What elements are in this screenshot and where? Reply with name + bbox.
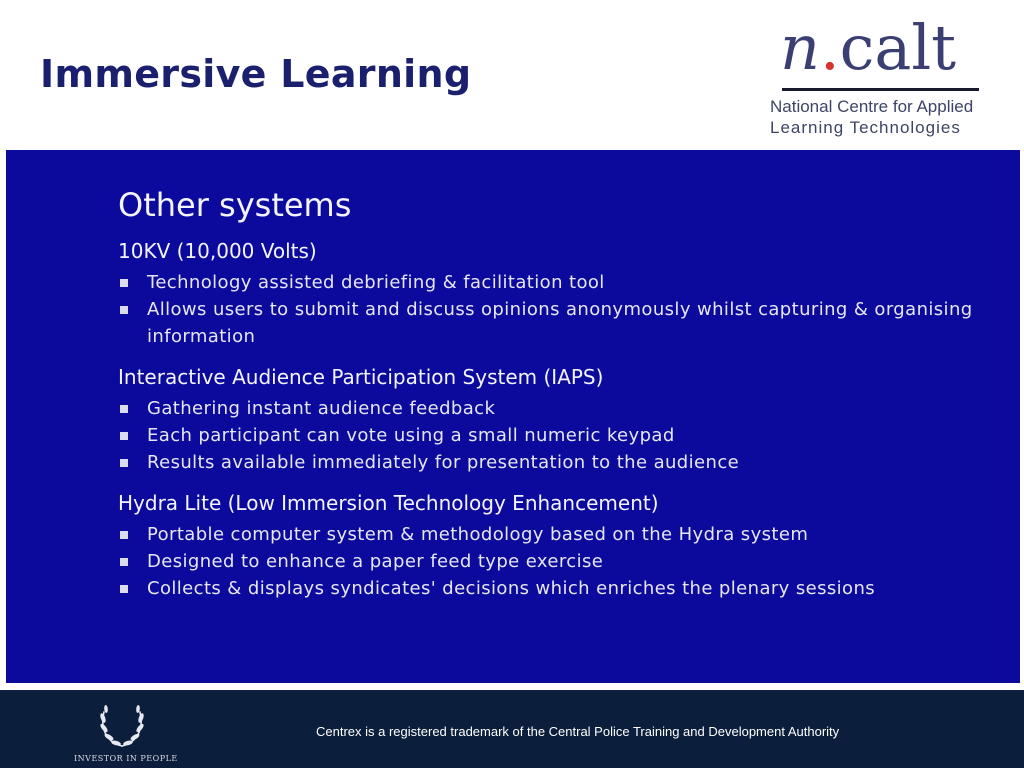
logo-line-2: Learning Technologies [770,118,961,137]
logo-word-n: n [780,11,820,84]
square-bullet-icon [120,531,128,539]
section-title-iaps: Interactive Audience Participation System (IAPS) [118,365,604,389]
wreath-icon [92,698,152,752]
panel-heading: Other systems [118,186,352,224]
bullet-item [118,269,998,296]
content-panel [6,150,1020,683]
square-bullet-icon [120,585,128,593]
bullet-item [118,575,998,602]
bullet-item [118,422,998,449]
bullet-item [118,395,998,422]
trademark-note: Centrex is a registered trademark of the Central Police Training and Development Authority [316,724,840,739]
bullet-item [118,521,998,548]
logo-wordmark [780,8,956,88]
square-bullet-icon [120,279,128,287]
page-title: Immersive Learning [40,52,472,96]
bullet-list-10kv [118,269,998,350]
logo-divider [782,88,979,91]
section-title-hydra-lite: Hydra Lite (Low Immersion Technology Enhancement) [118,491,659,515]
square-bullet-icon [120,405,128,413]
bullet-item [118,296,998,350]
ncalt-logo [768,8,990,140]
section-title-10kv: 10KV (10,000 Volts) [118,239,317,263]
bullet-text: Collects & displays syndicates' decisions which enriches the plenary sessions [147,578,876,599]
square-bullet-icon [120,306,128,314]
footer-bar [0,690,1024,768]
bullet-text: Technology assisted debriefing & facilitation tool [147,272,605,293]
logo-word-rest: calt [839,11,957,84]
bullet-text: Portable computer system & methodology based on the Hydra system [147,524,809,545]
logo-line-1: National Centre for Applied [770,97,974,116]
bullet-text: Gathering instant audience feedback [147,398,496,419]
investor-in-people-label: INVESTOR IN PEOPLE [74,754,178,763]
logo-word-dot: . [819,11,840,84]
square-bullet-icon [120,558,128,566]
bullet-text: Allows users to submit and discuss opinions anonymously whilst capturing & organising information [147,299,973,347]
square-bullet-icon [120,459,128,467]
bullet-list-iaps [118,395,998,476]
bullet-text: Designed to enhance a paper feed type exercise [147,551,604,572]
bullet-list-hydra-lite [118,521,998,602]
bullet-text: Each participant can vote using a small numeric keypad [147,425,675,446]
bullet-item [118,548,998,575]
square-bullet-icon [120,432,128,440]
bullet-item [118,449,998,476]
bullet-text: Results available immediately for presentation to the audience [147,452,740,473]
